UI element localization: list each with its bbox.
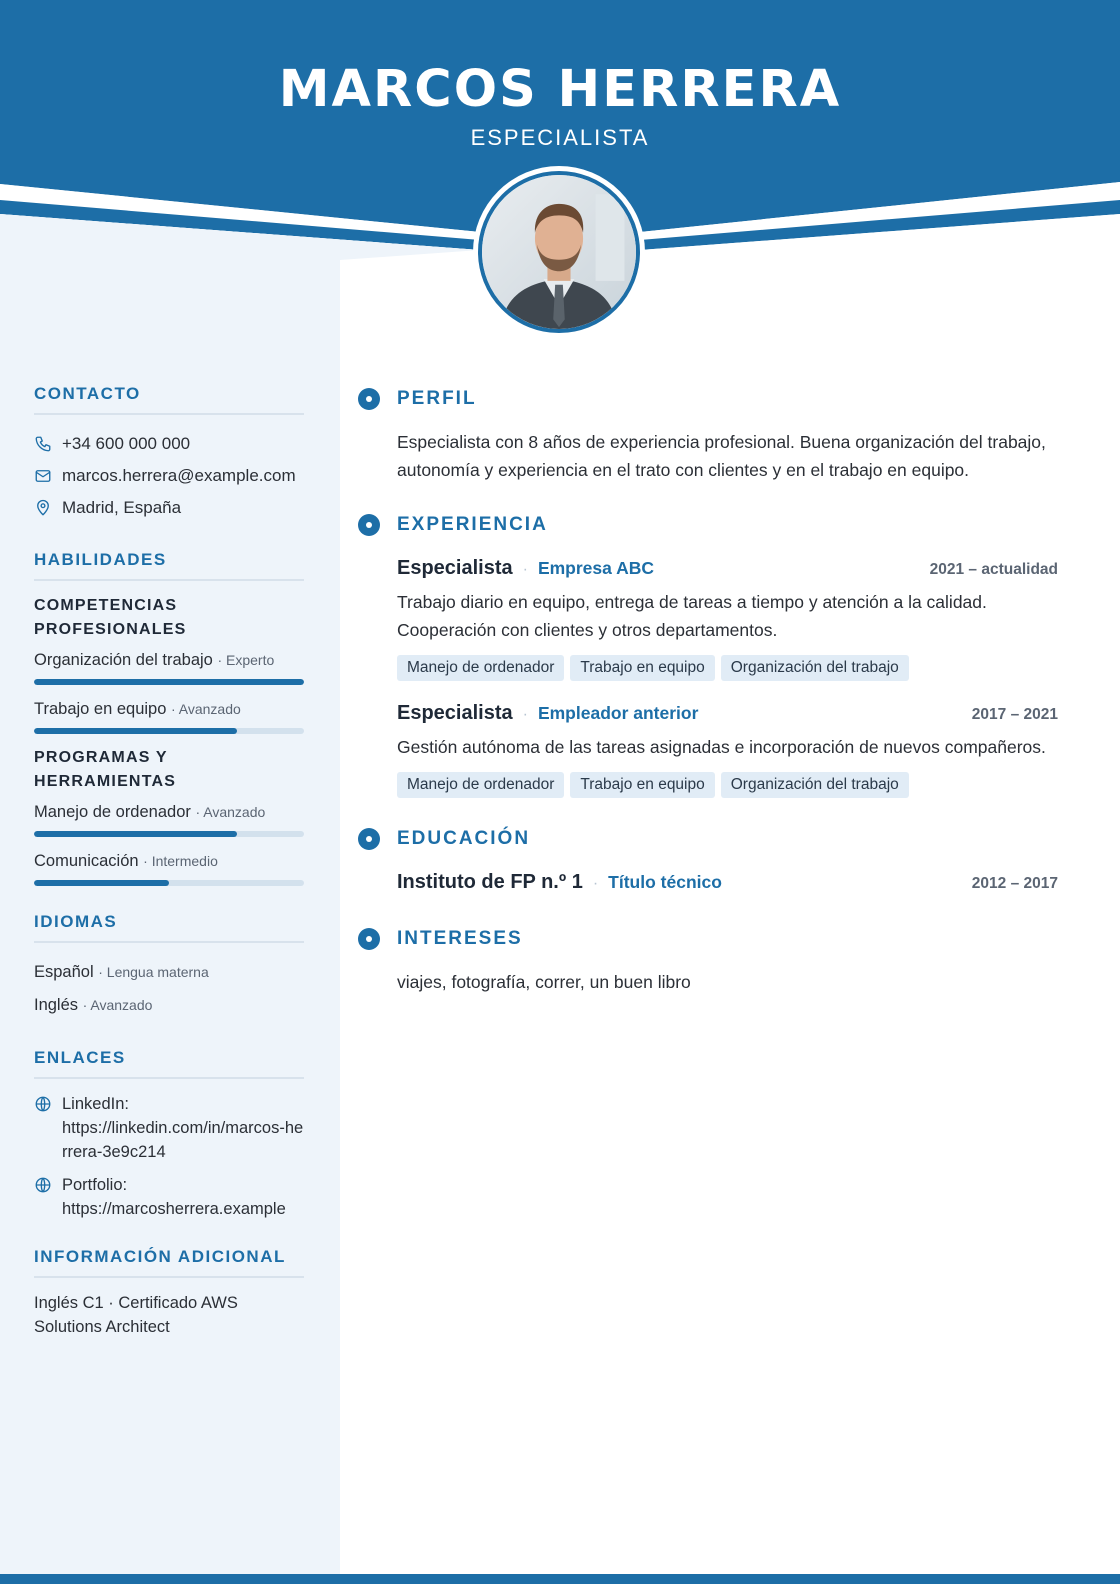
skill-level: · Avanzado: [171, 701, 241, 717]
job-role: Especialista: [397, 702, 513, 724]
section-bullet-icon: [358, 828, 380, 850]
interests-text: viajes, fotografía, correr, un buen libro: [397, 972, 691, 992]
skill-item: [34, 697, 304, 734]
phone-text: +34 600 000 000: [62, 434, 191, 453]
email-text: marcos.herrera@example.com: [62, 466, 296, 485]
profile-text: Especialista con 8 años de experiencia profesional. Buena organización del trabajo, autonomía y experiencia en el trato con clientes y en el trabajo en equipo.: [397, 432, 1046, 480]
interests-heading: INTERESES: [397, 928, 523, 949]
experience-section: [358, 512, 1058, 798]
main-column: [358, 386, 1058, 1024]
language-item: [34, 989, 304, 1022]
skill-tag: Trabajo en equipo: [570, 772, 714, 798]
candidate-title: ESPECIALISTA: [470, 125, 650, 150]
portrait-image: [482, 175, 636, 329]
skill-bar: [34, 831, 304, 837]
skill-tag: Manejo de ordenador: [397, 772, 564, 798]
languages-heading: IDIOMAS: [34, 912, 304, 943]
interests-section: [358, 926, 1058, 996]
additional-info-text: Inglés C1 · Certificado AWS Solutions Architect: [34, 1294, 238, 1336]
link-label: LinkedIn:: [62, 1095, 129, 1113]
link-url[interactable]: https://marcosherrera.example: [62, 1200, 286, 1218]
skill-tag: Organización del trabajo: [721, 772, 909, 798]
skill-name: Organización del trabajo: [34, 651, 213, 669]
separator-dot: ·: [522, 561, 528, 578]
link-url[interactable]: https://linkedin.com/in/marcos-herrera-3e9c214: [62, 1119, 304, 1161]
location-pin-icon: [34, 499, 52, 517]
job-organization: Empleador anterior: [537, 703, 699, 723]
language-level: · Avanzado: [82, 997, 153, 1013]
contact-email[interactable]: [34, 460, 304, 492]
separator-dot: ·: [592, 875, 599, 892]
skill-item: [34, 800, 304, 837]
profile-heading: PERFIL: [397, 388, 477, 409]
sidebar: [34, 384, 304, 1365]
skill-bar-fill: [34, 880, 169, 886]
skills-heading: HABILIDADES: [34, 550, 304, 581]
language-name: Inglés: [34, 996, 79, 1014]
skill-tag: Manejo de ordenador: [397, 655, 564, 681]
footer-bar: [0, 1574, 1120, 1584]
skill-item: [34, 849, 304, 886]
skill-name: Manejo de ordenador: [34, 803, 191, 821]
section-bullet-icon: [358, 514, 380, 536]
links-heading: ENLACES: [34, 1048, 304, 1079]
skill-bar-fill: [34, 831, 237, 837]
skills-section: [34, 550, 304, 886]
degree-name: Título técnico: [608, 872, 722, 892]
skill-bar-fill: [34, 679, 304, 685]
skill-bar: [34, 728, 304, 734]
skill-tag: Trabajo en equipo: [570, 655, 714, 681]
skill-group-title: PROGRAMAS Y HERRAMIENTAS: [34, 749, 177, 790]
link-linkedin[interactable]: [34, 1092, 304, 1164]
job-entry: [397, 699, 1058, 798]
additional-info-section: [34, 1247, 304, 1339]
skill-level: · Avanzado: [195, 804, 266, 820]
link-label: Portfolio:: [62, 1176, 128, 1194]
language-item: [34, 956, 304, 989]
languages-section: [34, 912, 304, 1022]
separator-dot: ·: [522, 706, 528, 723]
globe-icon: [34, 1095, 52, 1113]
skill-bar: [34, 880, 304, 886]
contact-phone[interactable]: [34, 428, 304, 460]
profile-photo: [473, 166, 645, 338]
contact-section: [34, 384, 304, 524]
school-name: Instituto de FP n.º 1: [397, 871, 583, 893]
education-section: [358, 826, 1058, 898]
job-tags: [397, 655, 1058, 681]
job-dates: 2017 – 2021: [971, 706, 1058, 723]
job-description: Gestión autónoma de las tareas asignadas e incorporación de nuevos compañeros.: [397, 737, 1046, 757]
section-bullet-icon: [358, 928, 380, 950]
job-dates: 2021 – actualidad: [929, 561, 1058, 578]
experience-heading: EXPERIENCIA: [397, 514, 548, 535]
profile-section: [358, 386, 1058, 484]
links-section: [34, 1048, 304, 1221]
education-heading: EDUCACIÓN: [397, 828, 531, 849]
skill-tag: Organización del trabajo: [721, 655, 909, 681]
additional-info-heading: INFORMACIÓN ADICIONAL: [34, 1247, 304, 1278]
contact-location: [34, 492, 304, 524]
skill-name: Trabajo en equipo: [34, 700, 167, 718]
job-entry: [397, 554, 1058, 681]
job-tags: [397, 772, 1058, 798]
link-portfolio[interactable]: [34, 1173, 304, 1221]
language-name: Español: [34, 963, 94, 981]
education-dates: 2012 – 2017: [971, 875, 1058, 892]
job-description: Trabajo diario en equipo, entrega de tareas a tiempo y atención a la calidad. Cooperación con clientes y otros departamentos.: [397, 592, 987, 640]
skill-bar: [34, 679, 304, 685]
mail-icon: [34, 467, 52, 485]
skill-name: Comunicación: [34, 852, 139, 870]
education-entry: [397, 868, 1058, 898]
contact-heading: CONTACTO: [34, 384, 304, 415]
skill-level: · Experto: [217, 652, 275, 668]
location-text: Madrid, España: [62, 498, 182, 517]
candidate-name: MARCOS HERRERA: [278, 60, 842, 119]
job-organization: Empresa ABC: [537, 558, 655, 578]
job-role: Especialista: [397, 557, 513, 579]
globe-icon: [34, 1176, 52, 1194]
skill-group-title: COMPETENCIAS PROFESIONALES: [34, 597, 187, 638]
phone-icon: [34, 435, 52, 453]
skill-bar-fill: [34, 728, 237, 734]
skill-level: · Intermedio: [143, 853, 218, 869]
section-bullet-icon: [358, 388, 380, 410]
skill-item: [34, 648, 304, 685]
language-level: · Lengua materna: [98, 964, 209, 980]
